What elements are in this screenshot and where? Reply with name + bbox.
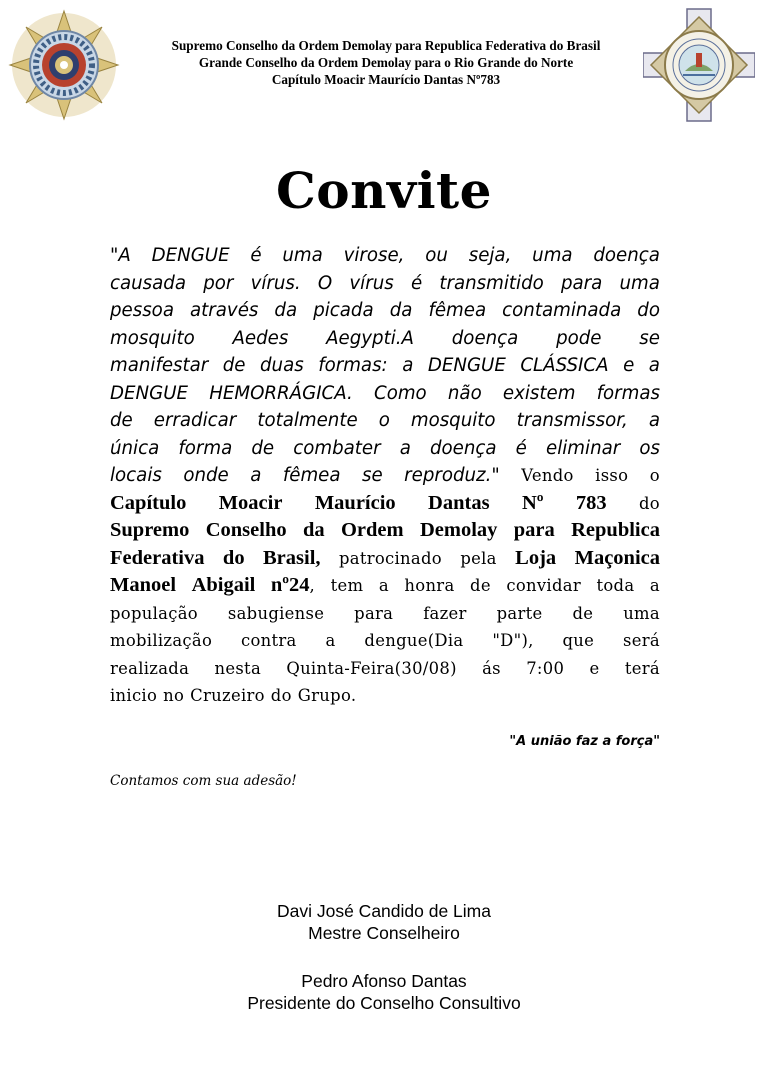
body-word: fêmea xyxy=(282,465,341,486)
body-word: se xyxy=(639,327,660,349)
body-word: população xyxy=(110,603,198,623)
body-word: o xyxy=(649,466,660,485)
body-word: a xyxy=(648,410,660,431)
body-word: de xyxy=(222,355,246,376)
body-word: reproduz." xyxy=(404,465,500,486)
document-header xyxy=(120,37,652,89)
body-line xyxy=(110,517,660,545)
body-word: fêmea xyxy=(428,300,487,321)
body-word: da xyxy=(274,300,298,321)
body-word: combater xyxy=(293,437,381,459)
body-word: do xyxy=(639,493,660,513)
body-word: tem xyxy=(330,576,364,595)
body-word: duas xyxy=(260,355,304,376)
body-line xyxy=(110,325,660,353)
body-word: eliminar xyxy=(546,437,621,459)
body-word: nesta xyxy=(214,658,262,678)
body-word: Brasil, xyxy=(263,546,321,569)
header-line-grande-conselho: Grande Conselho da Ordem Demolay para o Rio Grande do Norte xyxy=(198,55,574,71)
body-word: Moacir xyxy=(218,491,283,514)
body-word: através xyxy=(190,300,259,321)
body-word: de xyxy=(470,576,491,595)
body-word: e xyxy=(589,658,600,678)
body-word: do xyxy=(637,300,660,321)
body-word: para xyxy=(560,272,603,294)
body-word: uma xyxy=(623,603,660,623)
body-word: Supremo xyxy=(110,519,190,541)
body-word: existem xyxy=(502,382,576,404)
body-word: por xyxy=(203,272,234,294)
body-word: ou xyxy=(425,245,448,266)
body-word: não xyxy=(447,382,482,404)
body-word: honra xyxy=(404,576,455,595)
closing-line: Contamos com sua adesão! xyxy=(110,773,297,789)
invitation-body xyxy=(110,242,660,710)
grande-conselho-rn-emblem-right xyxy=(643,6,755,124)
body-word: vírus xyxy=(349,272,394,294)
body-word: vírus. xyxy=(250,272,301,294)
body-word: DENGUE xyxy=(110,382,188,404)
body-word: virose, xyxy=(343,245,405,266)
body-word: a xyxy=(399,437,411,459)
body-word: Aegypti.A xyxy=(326,327,414,349)
header-line-supremo-conselho: Supremo Conselho da Ordem Demolay para Republica Federativa do Brasil xyxy=(171,38,601,53)
body-word: sabugiense xyxy=(227,603,325,623)
body-word: HEMORRÁGICA. xyxy=(209,382,353,404)
body-word: CLÁSSICA xyxy=(520,355,609,376)
body-word-part: nº24 xyxy=(270,574,310,596)
body-word: Abigail xyxy=(191,574,256,596)
body-word: uma xyxy=(282,245,323,266)
body-word: se xyxy=(362,465,383,486)
body-word: no xyxy=(163,686,185,705)
body-word: Dantas xyxy=(428,491,490,514)
body-word: fazer xyxy=(423,603,467,623)
body-word: Capítulo xyxy=(110,491,187,514)
body-word: será xyxy=(623,631,660,650)
body-word: mobilização xyxy=(110,631,213,650)
body-word: de xyxy=(110,410,133,431)
body-word: DENGUE xyxy=(151,245,230,266)
body-word: Ordem xyxy=(340,519,404,541)
body-word: é xyxy=(515,437,527,459)
signature-name: Davi José Candido de Lima xyxy=(276,901,491,921)
body-word: a xyxy=(648,355,660,376)
body-word: "D"), xyxy=(492,631,534,650)
body-word: Quinta-Feira(30/08) xyxy=(286,658,457,678)
page-title: Convite xyxy=(276,161,492,220)
body-word: para xyxy=(513,519,555,541)
body-word: "A xyxy=(110,245,131,266)
body-word: mosquito xyxy=(410,410,496,431)
body-word: DENGUE xyxy=(427,355,506,376)
signature-role: Mestre Conselheiro xyxy=(308,923,460,943)
body-word: a xyxy=(402,355,414,376)
body-word: patrocinado xyxy=(338,548,442,568)
body-line xyxy=(110,490,660,518)
body-word: o xyxy=(378,410,390,431)
body-word: que xyxy=(562,631,595,650)
motto: "A união faz a força" xyxy=(509,734,660,749)
body-word: erradicar xyxy=(153,410,237,431)
signature-role: Presidente do Conselho Consultivo xyxy=(247,993,521,1013)
body-word: Maçonica xyxy=(574,546,660,569)
body-word: Loja xyxy=(515,546,557,569)
demolay-emblem-left xyxy=(8,6,120,124)
body-word: Conselho xyxy=(205,519,287,541)
body-word: a xyxy=(649,576,660,595)
body-line xyxy=(110,462,660,490)
body-word: a xyxy=(250,465,262,486)
body-line xyxy=(110,682,660,710)
body-word: transmissor, xyxy=(516,410,628,431)
body-word: realizada xyxy=(110,658,190,678)
body-line xyxy=(110,572,660,600)
body-word: formas: xyxy=(318,355,388,376)
body-word: Republica xyxy=(571,519,660,541)
body-word: Cruzeiro xyxy=(190,686,265,705)
body-word-part: , xyxy=(309,576,316,595)
body-word: convidar xyxy=(506,576,581,595)
body-word: Vendo xyxy=(521,466,574,485)
signature-name: Pedro Afonso Dantas xyxy=(301,971,467,991)
body-word: 7:00 xyxy=(526,658,565,678)
body-line xyxy=(110,655,660,683)
body-word: os xyxy=(639,437,660,459)
body-word: inicio xyxy=(110,686,158,705)
body-word: para xyxy=(354,603,394,623)
body-word: única xyxy=(110,437,160,459)
body-word: uma xyxy=(619,272,660,294)
body-word: onde xyxy=(183,465,229,486)
body-word: isso xyxy=(595,466,629,485)
body-word: seja, xyxy=(468,245,512,266)
body-word: Aedes xyxy=(232,327,289,349)
body-word: pessoa xyxy=(110,300,174,321)
body-word: Demolay xyxy=(419,519,498,541)
body-word: dengue(Dia xyxy=(364,631,464,650)
body-word: é xyxy=(250,245,262,266)
body-word: forma xyxy=(178,437,233,459)
body-line xyxy=(110,627,660,655)
body-word: Manoel xyxy=(110,574,177,596)
body-line xyxy=(110,600,660,628)
body-word: do xyxy=(222,546,245,569)
body-word: a xyxy=(325,631,336,650)
body-word: é xyxy=(410,272,423,294)
body-word: Maurício xyxy=(314,491,396,514)
body-word: locais xyxy=(110,465,162,486)
body-word: contaminada xyxy=(502,300,622,321)
body-line xyxy=(110,297,660,325)
body-word: Grupo. xyxy=(297,686,357,705)
body-word: doença xyxy=(593,245,660,266)
signature-block-mestre-conselheiro xyxy=(0,900,768,944)
body-word: Federativa xyxy=(110,546,205,569)
body-word: Nº xyxy=(521,491,544,514)
body-word: O xyxy=(317,272,333,294)
body-word: e xyxy=(623,355,635,376)
body-word: de xyxy=(572,603,594,623)
body-line xyxy=(110,380,660,408)
body-word: mosquito xyxy=(110,327,195,349)
body-word: ás xyxy=(482,658,501,678)
body-word: parte xyxy=(496,603,543,623)
body-word: do xyxy=(270,686,292,705)
body-line xyxy=(110,270,660,298)
body-word: terá xyxy=(624,658,660,678)
body-word: doença xyxy=(430,437,497,459)
body-word xyxy=(271,572,315,600)
body-word: a xyxy=(378,576,389,595)
body-word: totalmente xyxy=(257,410,358,431)
body-word: pela xyxy=(460,548,497,568)
body-line xyxy=(110,407,660,435)
body-word: doença xyxy=(451,327,519,349)
body-word: da xyxy=(302,519,325,541)
body-line xyxy=(110,242,660,270)
body-word: contra xyxy=(241,631,297,650)
body-word: toda xyxy=(596,576,635,595)
body-line xyxy=(110,545,660,573)
body-word: transmitido xyxy=(439,272,544,294)
header-line-capitulo: Capítulo Moacir Maurício Dantas Nº783 xyxy=(271,72,501,88)
body-word: 783 xyxy=(575,491,607,514)
body-line xyxy=(110,435,660,463)
body-word: picada xyxy=(313,300,374,321)
body-word: da xyxy=(389,300,413,321)
body-word: pode xyxy=(556,327,602,349)
body-word: Como xyxy=(374,382,427,404)
body-word: manifestar xyxy=(110,355,209,376)
body-word: causada xyxy=(110,272,186,294)
signature-block-presidente xyxy=(0,970,768,1014)
body-word: formas xyxy=(596,382,660,404)
body-line xyxy=(110,352,660,380)
body-word: de xyxy=(251,437,275,459)
body-word: uma xyxy=(532,245,573,266)
